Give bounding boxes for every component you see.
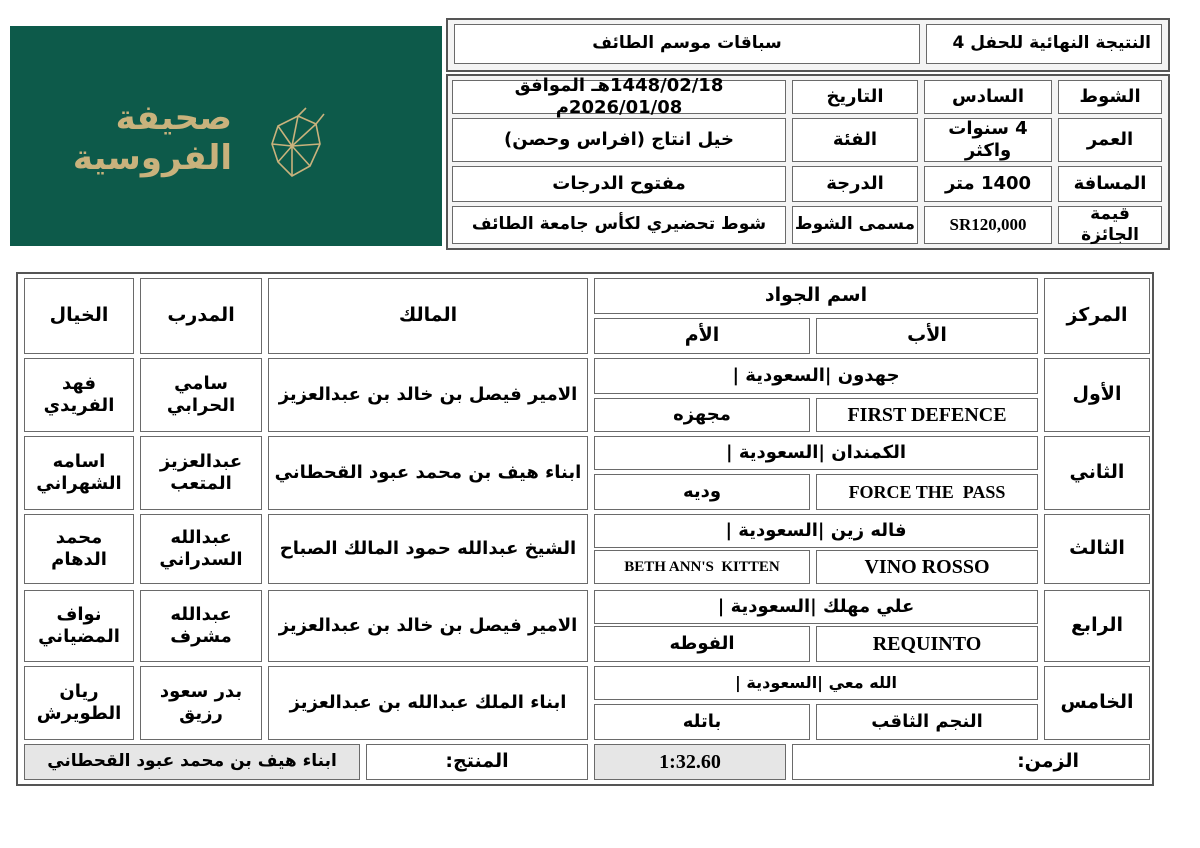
row5-trainer-line2: رزيق [179,703,223,724]
row3-position: الثالث [1044,514,1150,584]
header-jockey: الخيال [24,278,134,354]
result-title: النتيجة النهائية للحفل 4 [926,24,1162,64]
row1-position: الأول [1044,358,1150,432]
category-label: الفئة [792,118,918,162]
row1-trainer [140,358,262,432]
row2-owner: ابناء هيف بن محمد عبود القحطاني [268,436,588,510]
row1-horse: جهدون |السعودية | [594,358,1038,394]
distance-label: المسافة [1058,166,1162,202]
row5-owner: ابناء الملك عبدالله بن عبدالعزيز [268,666,588,740]
grade-value: مفتوح الدرجات [452,166,786,202]
round-value: السادس [924,80,1052,114]
race-name-value: شوط تحضيري لكأس جامعة الطائف [452,206,786,244]
row1-trainer-line2: الحرابي [166,395,236,416]
row1-jockey-line1: فهد الفريدي [43,372,115,416]
row3-trainer-line2: السدراني [159,549,243,570]
row4-trainer-line1: عبدالله [170,603,232,625]
producer-value: ابناء هيف بن محمد عبود القحطاني [24,744,360,780]
row2-trainer-line1: عبدالعزيز [159,450,243,472]
time-label: الزمن: [792,744,1150,780]
row2-horse: الكمندان |السعودية | [594,436,1038,470]
season-title: سباقات موسم الطائف [454,24,920,64]
logo-line-2: الفروسية [72,138,232,178]
row3-jockey-line2: الدهام [51,549,107,570]
row4-dam: الفوطه [594,626,810,662]
row5-trainer [140,666,262,740]
header-position: المركز [1044,278,1150,354]
row4-position: الرابع [1044,590,1150,662]
time-value: 1:32.60 [594,744,786,780]
row3-trainer [140,514,262,584]
date-value: 1448/02/18هـ الموافق 2026/01/08م [452,80,786,114]
row5-sire: النجم الثاقب [816,704,1038,740]
header-dam: الأم [594,318,810,354]
age-value: 4 سنوات واكثر [924,118,1052,162]
prize-label: قيمة الجائزة [1058,206,1162,244]
grade-label: الدرجة [792,166,918,202]
horse-head-icon [258,106,338,186]
row2-sire: FORCE THE PASS [816,474,1038,510]
row4-horse: علي مهلك |السعودية | [594,590,1038,624]
distance-value: 1400 متر [924,166,1052,202]
category-value: خيل انتاج (افراس وحصن) [452,118,786,162]
date-label: التاريخ [792,80,918,114]
row4-owner: الامير فيصل بن خالد بن عبدالعزيز [268,590,588,662]
row4-trainer [140,590,262,662]
age-label: العمر [1058,118,1162,162]
row2-dam: وديه [594,474,810,510]
row5-jockey-line2: الطويرش [36,703,122,724]
row3-sire: VINO ROSSO [816,550,1038,584]
row5-horse: الله معي |السعودية | [594,666,1038,700]
row1-trainer-line1: سامي [174,372,228,394]
row1-owner: الامير فيصل بن خالد بن عبدالعزيز [268,358,588,432]
row2-jockey [24,436,134,510]
row4-sire: REQUINTO [816,626,1038,662]
row4-jockey-line1: نواف [56,603,102,625]
row2-position: الثاني [1044,436,1150,510]
logo-line-1: صحيفة [115,98,232,138]
row2-trainer-line2: المتعب [170,473,232,494]
row5-jockey-line1: ريان [59,680,99,702]
row2-jockey-line1: اسامه [52,450,106,472]
row5-position: الخامس [1044,666,1150,740]
row3-trainer-line1: عبدالله [170,526,232,548]
round-label: الشوط [1058,80,1162,114]
header-owner: المالك [268,278,588,354]
header-sire: الأب [816,318,1038,354]
row3-horse: فاله زين |السعودية | [594,514,1038,548]
row3-owner: الشيخ عبدالله حمود المالك الصباح [268,514,588,584]
row1-sire: FIRST DEFENCE [816,398,1038,432]
row3-dam: BETH ANN'S KITTEN [594,550,810,584]
row5-jockey [24,666,134,740]
race-name-label: مسمى الشوط [792,206,918,244]
logo-panel [10,26,442,246]
producer-label: المنتج: [366,744,588,780]
header-trainer: المدرب [140,278,262,354]
row3-jockey-line1: محمد [55,526,103,548]
prize-value: SR120,000 [924,206,1052,244]
row4-jockey [24,590,134,662]
row4-jockey-line2: المضياني [38,626,120,647]
row1-dam: مجهزه [594,398,810,432]
row2-jockey-line2: الشهراني [36,473,122,494]
header-horse: اسم الجواد [594,278,1038,314]
row4-trainer-line2: مشرف [170,626,232,647]
row2-trainer [140,436,262,510]
row1-jockey [24,358,134,432]
row5-trainer-line1: بدر سعود [159,680,243,702]
row3-jockey [24,514,134,584]
row5-dam: باتله [594,704,810,740]
